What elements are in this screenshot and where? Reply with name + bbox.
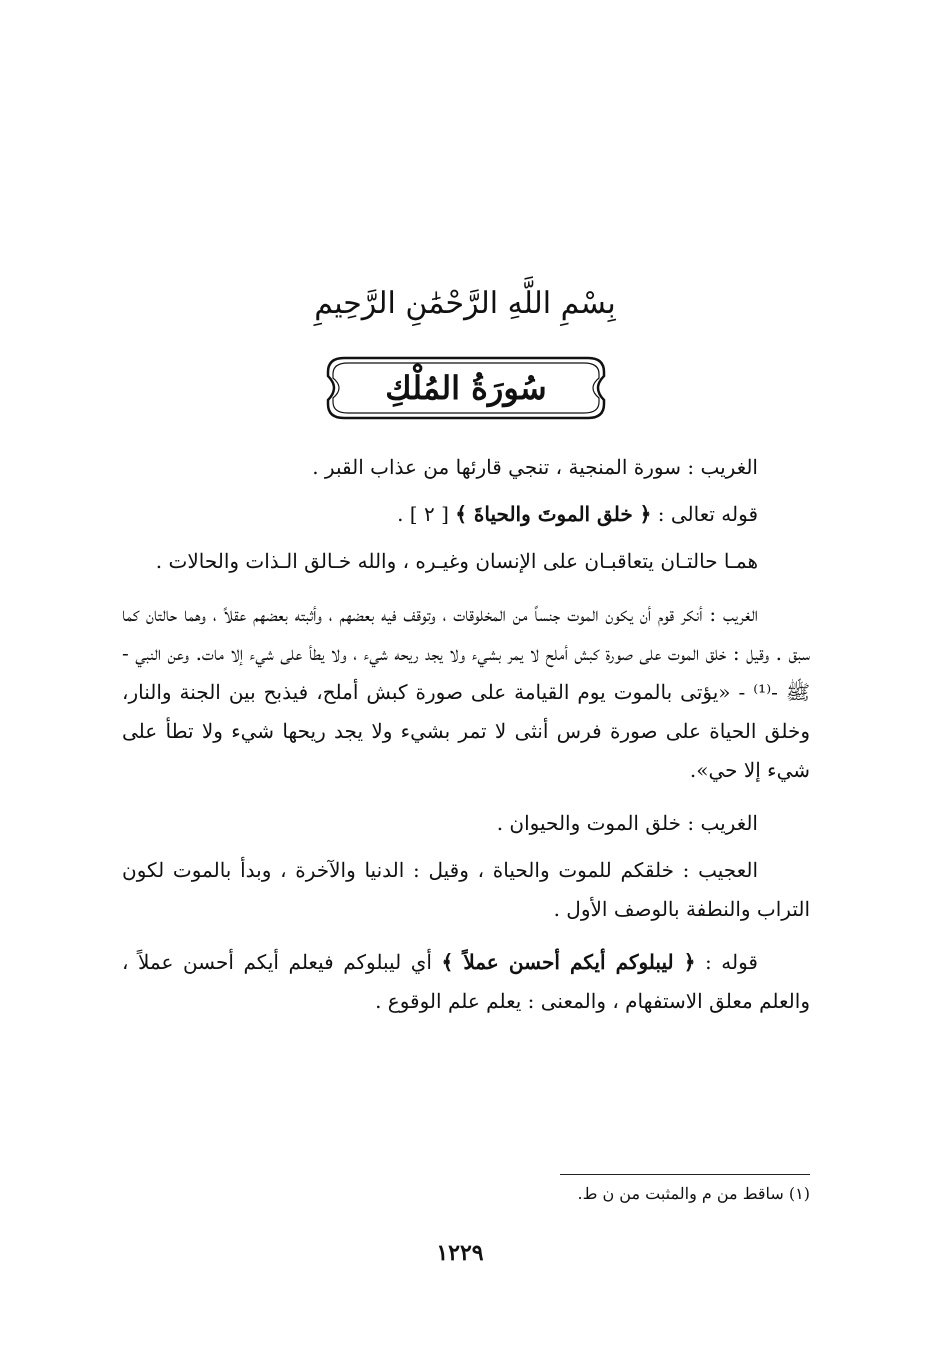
quran-quote: ﴿ خلق الموتَ والحياةَ ﴾ (455, 502, 652, 526)
paragraph-6: العجيب : خلقكم للموت والحياة ، وقيل : الدنيا والآخرة ، وبدأ بالموت لكون التراب والنطفة بالوصف الأول . (122, 858, 810, 921)
verse-number: [ ٢ ] . (397, 502, 456, 526)
paragraph-3: همـا حالتـان يتعاقبـان على الإنسان وغيـره ، والله خـالق الـذات والحالات . (155, 549, 758, 573)
surah-title-frame (322, 352, 610, 424)
quran-quote: ﴿ ليبلوكم أيكم أحسن عملاً ﴾ (441, 950, 696, 974)
verse-intro: قوله تعالى : (651, 502, 758, 526)
paragraph-4: الغريب : أنكر قوم أن يكون الموت جنساً من المخلوقات ، وتوقف فيه بعضهم ، وأثبته بعضهم عقلاً ، وهما حالتان كما سبق . وقيل : خلق الموت على صورة كبش أملح لا يمر بشيء ولا يجد ريحه شيء ، ولا يطأ على شيء إلا مات. وعن النبي - ﷺ -⁽¹⁾ - «يؤتى بالموت يوم القيامة على صورة كبش أملح، فيذبح بين الجنة والنار، وخلق الحياة على صورة فرس أنثى لا تمر بشيء ولا يجد ريحها شيء ولا تطأ على شيء إلا حي». (122, 602, 810, 782)
commentary: أي ليبلوكم فيعلم أيكم أحسن عملاً ، والعلم معلق الاستفهام ، والمعنى : يعلم علم الوقوع . (122, 950, 810, 1013)
basmala-heading: بِسْمِ اللَّهِ الرَّحْمَٰنِ الرَّحِيمِ (314, 286, 616, 321)
verse-intro: قوله : (695, 950, 758, 974)
paragraph-1: الغريب : سورة المنجية ، تنجي قارئها من عذاب القبر . (312, 455, 758, 479)
paragraph-5: الغريب : خلق الموت والحيوان . (496, 811, 758, 835)
paragraph-2 (122, 495, 810, 534)
footnote: (١) ساقط من م والمثبت من ن ط. (577, 1184, 810, 1203)
paragraph-7 (122, 943, 810, 1021)
page-number: ١٢٢٩ (436, 1240, 484, 1266)
main-text (122, 448, 810, 1035)
surah-title: سُورَةُ المُلْكِ (385, 369, 547, 407)
footnote-divider (560, 1174, 810, 1175)
